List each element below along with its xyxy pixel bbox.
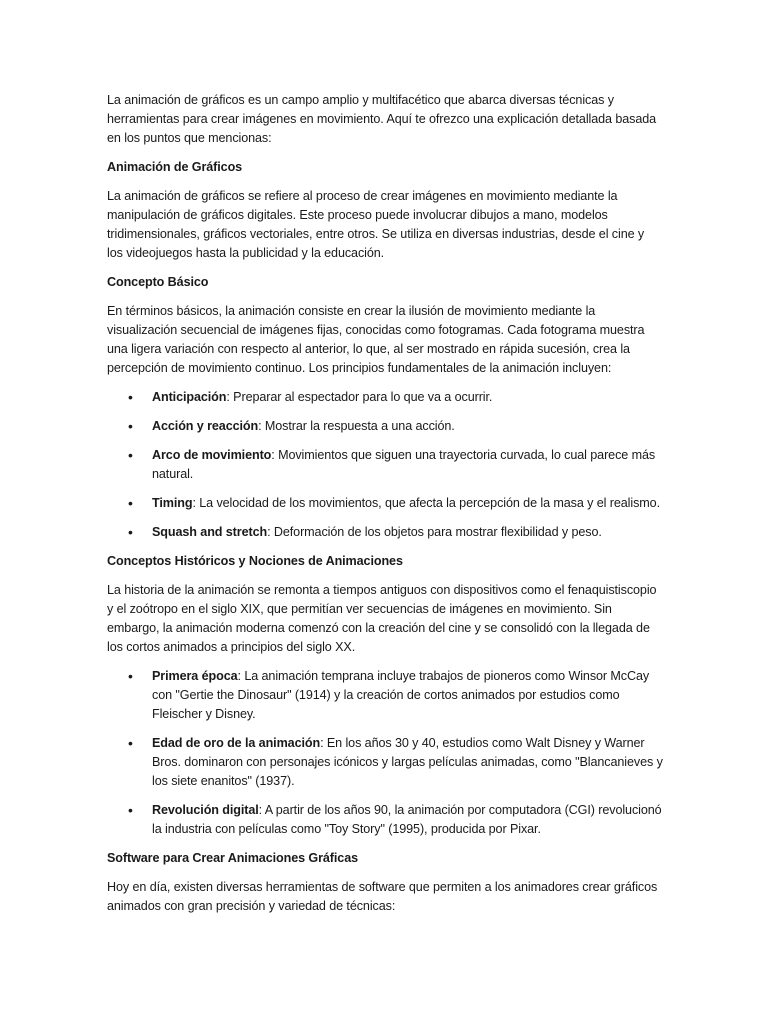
list-item-term: Timing <box>152 496 193 510</box>
list-item <box>107 388 663 407</box>
list-item-text: : La animación temprana incluye trabajos de pioneros como Winsor McCay con "Gertie the Dinosaur" (1914) y la creación de cortos animados por estudios como Fleischer y Disney. <box>152 669 650 721</box>
list-item <box>107 734 663 791</box>
paragraph-concepto: En términos básicos, la animación consiste en crear la ilusión de movimiento mediante la visualización secuencial de imágenes fijas, conocidas como fotogramas. Cada fotograma muestra una ligera variación con respecto al anterior, lo que, al ser mostrado en rápida sucesión, crea la percepción de movimiento continuo. Los principios fundamentales de la animación incluyen: <box>107 304 645 375</box>
list-item-text: : A partir de los años 90, la animación por computadora (CGI) revolucionó la industria con películas como "Toy Story" (1995), producida por Pixar. <box>152 803 662 836</box>
list-item <box>107 801 663 839</box>
list-principios <box>107 388 663 542</box>
list-item <box>107 494 663 513</box>
paragraph-software: Hoy en día, existen diversas herramientas de software que permiten a los animadores crear gráficos animados con gran precisión y variedad de técnicas: <box>107 880 658 913</box>
list-item <box>107 667 663 724</box>
heading-software: Software para Crear Animaciones Gráficas <box>107 851 359 865</box>
list-item-text: : Mostrar la respuesta a una acción. <box>258 419 455 433</box>
list-item <box>107 446 663 484</box>
list-item-text: : Movimientos que siguen una trayectoria curvada, lo cual parece más natural. <box>152 448 656 481</box>
list-item <box>107 417 663 436</box>
list-item-term: Arco de movimiento <box>152 448 272 462</box>
list-item-text: : Deformación de los objetos para mostrar flexibilidad y peso. <box>267 525 602 539</box>
paragraph-animacion: La animación de gráficos se refiere al proceso de crear imágenes en movimiento mediante la manipulación de gráficos digitales. Este proceso puede involucrar dibujos a mano, modelos tridimensionales, gráficos vectoriales, entre otros. Se utiliza en diversas industrias, desde el cine y los videojuegos hasta la publicidad y la educación. <box>107 189 645 260</box>
document-page <box>107 91 663 926</box>
list-item-term: Primera época <box>152 669 238 683</box>
list-item <box>107 523 663 542</box>
list-historia <box>107 667 663 839</box>
heading-animacion: Animación de Gráficos <box>107 160 243 174</box>
list-item-term: Edad de oro de la animación <box>152 736 321 750</box>
list-item-text: : Preparar al espectador para lo que va a ocurrir. <box>226 390 493 404</box>
list-item-text: : La velocidad de los movimientos, que afecta la percepción de la masa y el realismo. <box>192 496 660 510</box>
list-item-text: : En los años 30 y 40, estudios como Walt Disney y Warner Bros. dominaron con personajes icónicos y largas películas animadas, como "Blancanieves y los siete enanitos" (1937). <box>152 736 663 788</box>
list-item-term: Revolución digital <box>152 803 259 817</box>
intro-paragraph: La animación de gráficos es un campo amplio y multifacético que abarca diversas técnicas y herramientas para crear imágenes en movimiento. Aquí te ofrezco una explicación detallada basada en los puntos que mencionas: <box>107 93 657 145</box>
list-item-term: Squash and stretch <box>152 525 268 539</box>
paragraph-historia: La historia de la animación se remonta a tiempos antiguos con dispositivos como el fenaquistiscopio y el zoótropo en el siglo XIX, que permitían ver secuencias de imágenes en movimiento. Sin embargo, la animación moderna comenzó con la creación del cine y se consolidó con la llegada de los cortos animados a principios del siglo XX. <box>107 583 657 654</box>
list-item-term: Anticipación <box>152 390 227 404</box>
list-item-term: Acción y reacción <box>152 419 259 433</box>
heading-historia: Conceptos Históricos y Nociones de Animaciones <box>107 554 403 568</box>
heading-concepto: Concepto Básico <box>107 275 209 289</box>
